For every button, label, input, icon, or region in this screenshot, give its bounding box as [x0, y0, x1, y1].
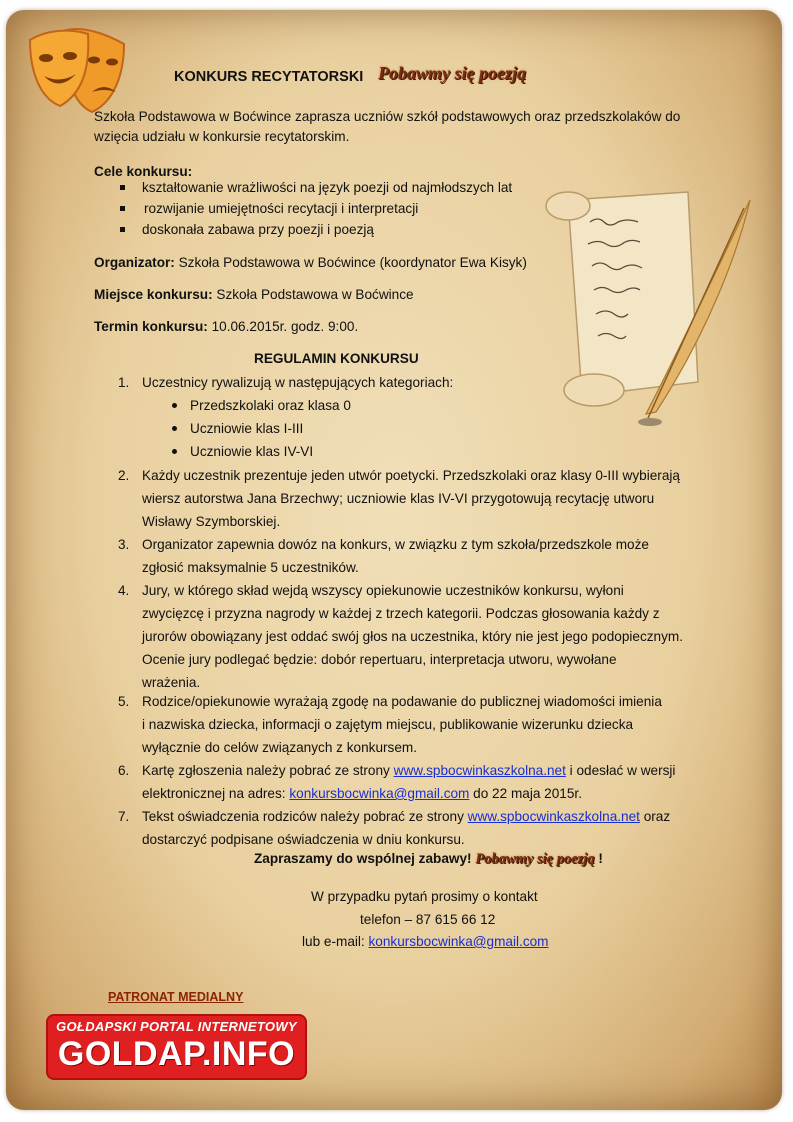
dot-bullet-icon: [172, 449, 177, 454]
intro-line-1: Szkoła Podstawowa w Boćwince zaprasza uczniów szkół podstawowych oraz przedszkolaków do: [94, 109, 681, 124]
rule-6-line-1: [142, 760, 675, 782]
goal-item: kształtowanie wrażliwości na język poezji od najmłodszych lat: [142, 180, 513, 195]
rule-number: 3.: [118, 537, 130, 552]
rule-4-line: Jury, w którego skład wejdą wszyscy opiekunowie uczestników konkursu, wyłoni: [142, 583, 624, 598]
category-item: Przedszkolaki oraz klasa 0: [190, 398, 351, 413]
invite-text: Zapraszamy do wspólnej zabawy!: [254, 851, 476, 866]
goldap-logo[interactable]: [48, 1016, 305, 1078]
contact-email-prefix: lub e-mail:: [302, 934, 369, 949]
logo-line-2: GOLDAP.INFO: [57, 1035, 296, 1073]
school-website-link[interactable]: www.spbocwinkaszkolna.net: [467, 809, 640, 824]
invite-line: [254, 848, 603, 870]
rule-2-line: Wisławy Szymborskiej.: [142, 514, 281, 529]
rule-6-text: i odesłać w wersji: [565, 763, 676, 778]
rule-5-line: Rodzice/opiekunowie wyrażają zgodę na podawanie do publicznej wiadomości imienia: [142, 694, 662, 709]
patron-label: PATRONAT MEDIALNY: [108, 990, 244, 1004]
rule-6-text: elektronicznej na adres:: [142, 786, 290, 801]
rule-7-line-2: dostarczyć podpisane oświadczenia w dniu konkursu.: [142, 832, 465, 847]
rule-number: 5.: [118, 694, 130, 709]
date-value: 10.06.2015r. godz. 9:00.: [207, 319, 359, 334]
rule-number: 2.: [118, 468, 130, 483]
contact-line-1: W przypadku pytań prosimy o kontakt: [311, 889, 538, 904]
rule-6-text: do 22 maja 2015r.: [469, 786, 582, 801]
contact-phone: telefon – 87 615 66 12: [360, 912, 496, 927]
rule-7-text: Tekst oświadczenia rodziców należy pobrać ze strony: [142, 809, 468, 824]
dot-bullet-icon: [172, 426, 177, 431]
organizer-label: Organizator:: [94, 255, 175, 270]
rule-5-line: i nazwiska dziecka, informacji o zajętym miejscu, publikowanie wizerunku dziecka: [142, 717, 634, 732]
goal-item: rozwijanie umiejętności recytacji i interpretacji: [144, 201, 419, 216]
contest-email-link[interactable]: konkursbocwinka@gmail.com: [289, 786, 470, 801]
rule-4-line: zwycięzcę i przyzna nagrody w każdej z trzech kategorii. Podczas głosowania każdy z: [142, 606, 660, 621]
rule-3-line: zgłosić maksymalnie 5 uczestników.: [142, 560, 359, 575]
rule-number: 6.: [118, 763, 130, 778]
contact-email-link[interactable]: konkursbocwinka@gmail.com: [368, 934, 549, 949]
date-label: Termin konkursu:: [94, 319, 208, 334]
rule-6-text: Kartę zgłoszenia należy pobrać ze strony: [142, 763, 394, 778]
category-item: Uczniowie klas I-III: [190, 421, 304, 436]
square-bullet-icon: [120, 227, 125, 232]
place-line: [94, 284, 414, 306]
rule-6-line-2: [142, 783, 582, 805]
square-bullet-icon: [120, 206, 125, 211]
rule-number: 4.: [118, 583, 130, 598]
square-bullet-icon: [120, 185, 125, 190]
rule-2-line: wiersz autorstwa Jana Brzechwy; uczniowie klas IV-VI przygotowują recytację utworu: [142, 491, 655, 506]
organizer-line: [94, 252, 527, 274]
rule-4-line: wrażenia.: [142, 675, 201, 690]
rule-1-text: Uczestnicy rywalizują w następujących kategoriach:: [142, 375, 454, 390]
rule-5-line: wyłącznie do celów związanych z konkursem.: [142, 740, 418, 755]
date-line: [94, 316, 358, 338]
invite-end: !: [594, 851, 603, 866]
place-value: Szkoła Podstawowa w Boćwince: [212, 287, 414, 302]
category-item: Uczniowie klas IV-VI: [190, 444, 314, 459]
place-label: Miejsce konkursu:: [94, 287, 213, 302]
rule-7-text: oraz: [639, 809, 671, 824]
scroll-quill-icon: [538, 182, 758, 437]
dot-bullet-icon: [172, 403, 177, 408]
title-fancy: Pobawmy się poezją: [378, 63, 526, 83]
rule-number: 1.: [118, 375, 130, 390]
rule-number: 7.: [118, 809, 130, 824]
contact-email-line: [302, 931, 549, 953]
rule-4-line: jurorów obowiązany jest oddać swój głos na uczestnika, który nie jest jego podopiecznym.: [142, 629, 684, 644]
invite-fancy: Pobawmy się poezją: [475, 851, 595, 867]
rule-3-line: Organizator zapewnia dowóz na konkurs, w związku z tym szkoła/przedszkole może: [142, 537, 649, 552]
rule-4-line: Ocenie jury podlegać będzie: dobór repertuaru, interpretacja utworu, wywołane: [142, 652, 617, 667]
goals-heading: Cele konkursu:: [94, 164, 193, 179]
title-plain: KONKURS RECYTATORSKI: [174, 69, 364, 85]
logo-line-1: GOŁDAPSKI PORTAL INTERNETOWY: [56, 1019, 297, 1034]
rule-2-line: Każdy uczestnik prezentuje jeden utwór poetycki. Przedszkolaki oraz klasy 0-III wybierają: [142, 468, 680, 483]
intro-line-2: wzięcia udziału w konkursie recytatorskim.: [94, 129, 350, 144]
school-website-link[interactable]: www.spbocwinkaszkolna.net: [393, 763, 566, 778]
organizer-value: Szkoła Podstawowa w Boćwince (koordynator Ewa Kisyk): [174, 255, 527, 270]
rule-7-line-1: [142, 806, 670, 828]
goal-item: doskonała zabawa przy poezji i poezją: [142, 222, 374, 237]
rules-heading: REGULAMIN KONKURSU: [254, 351, 419, 366]
